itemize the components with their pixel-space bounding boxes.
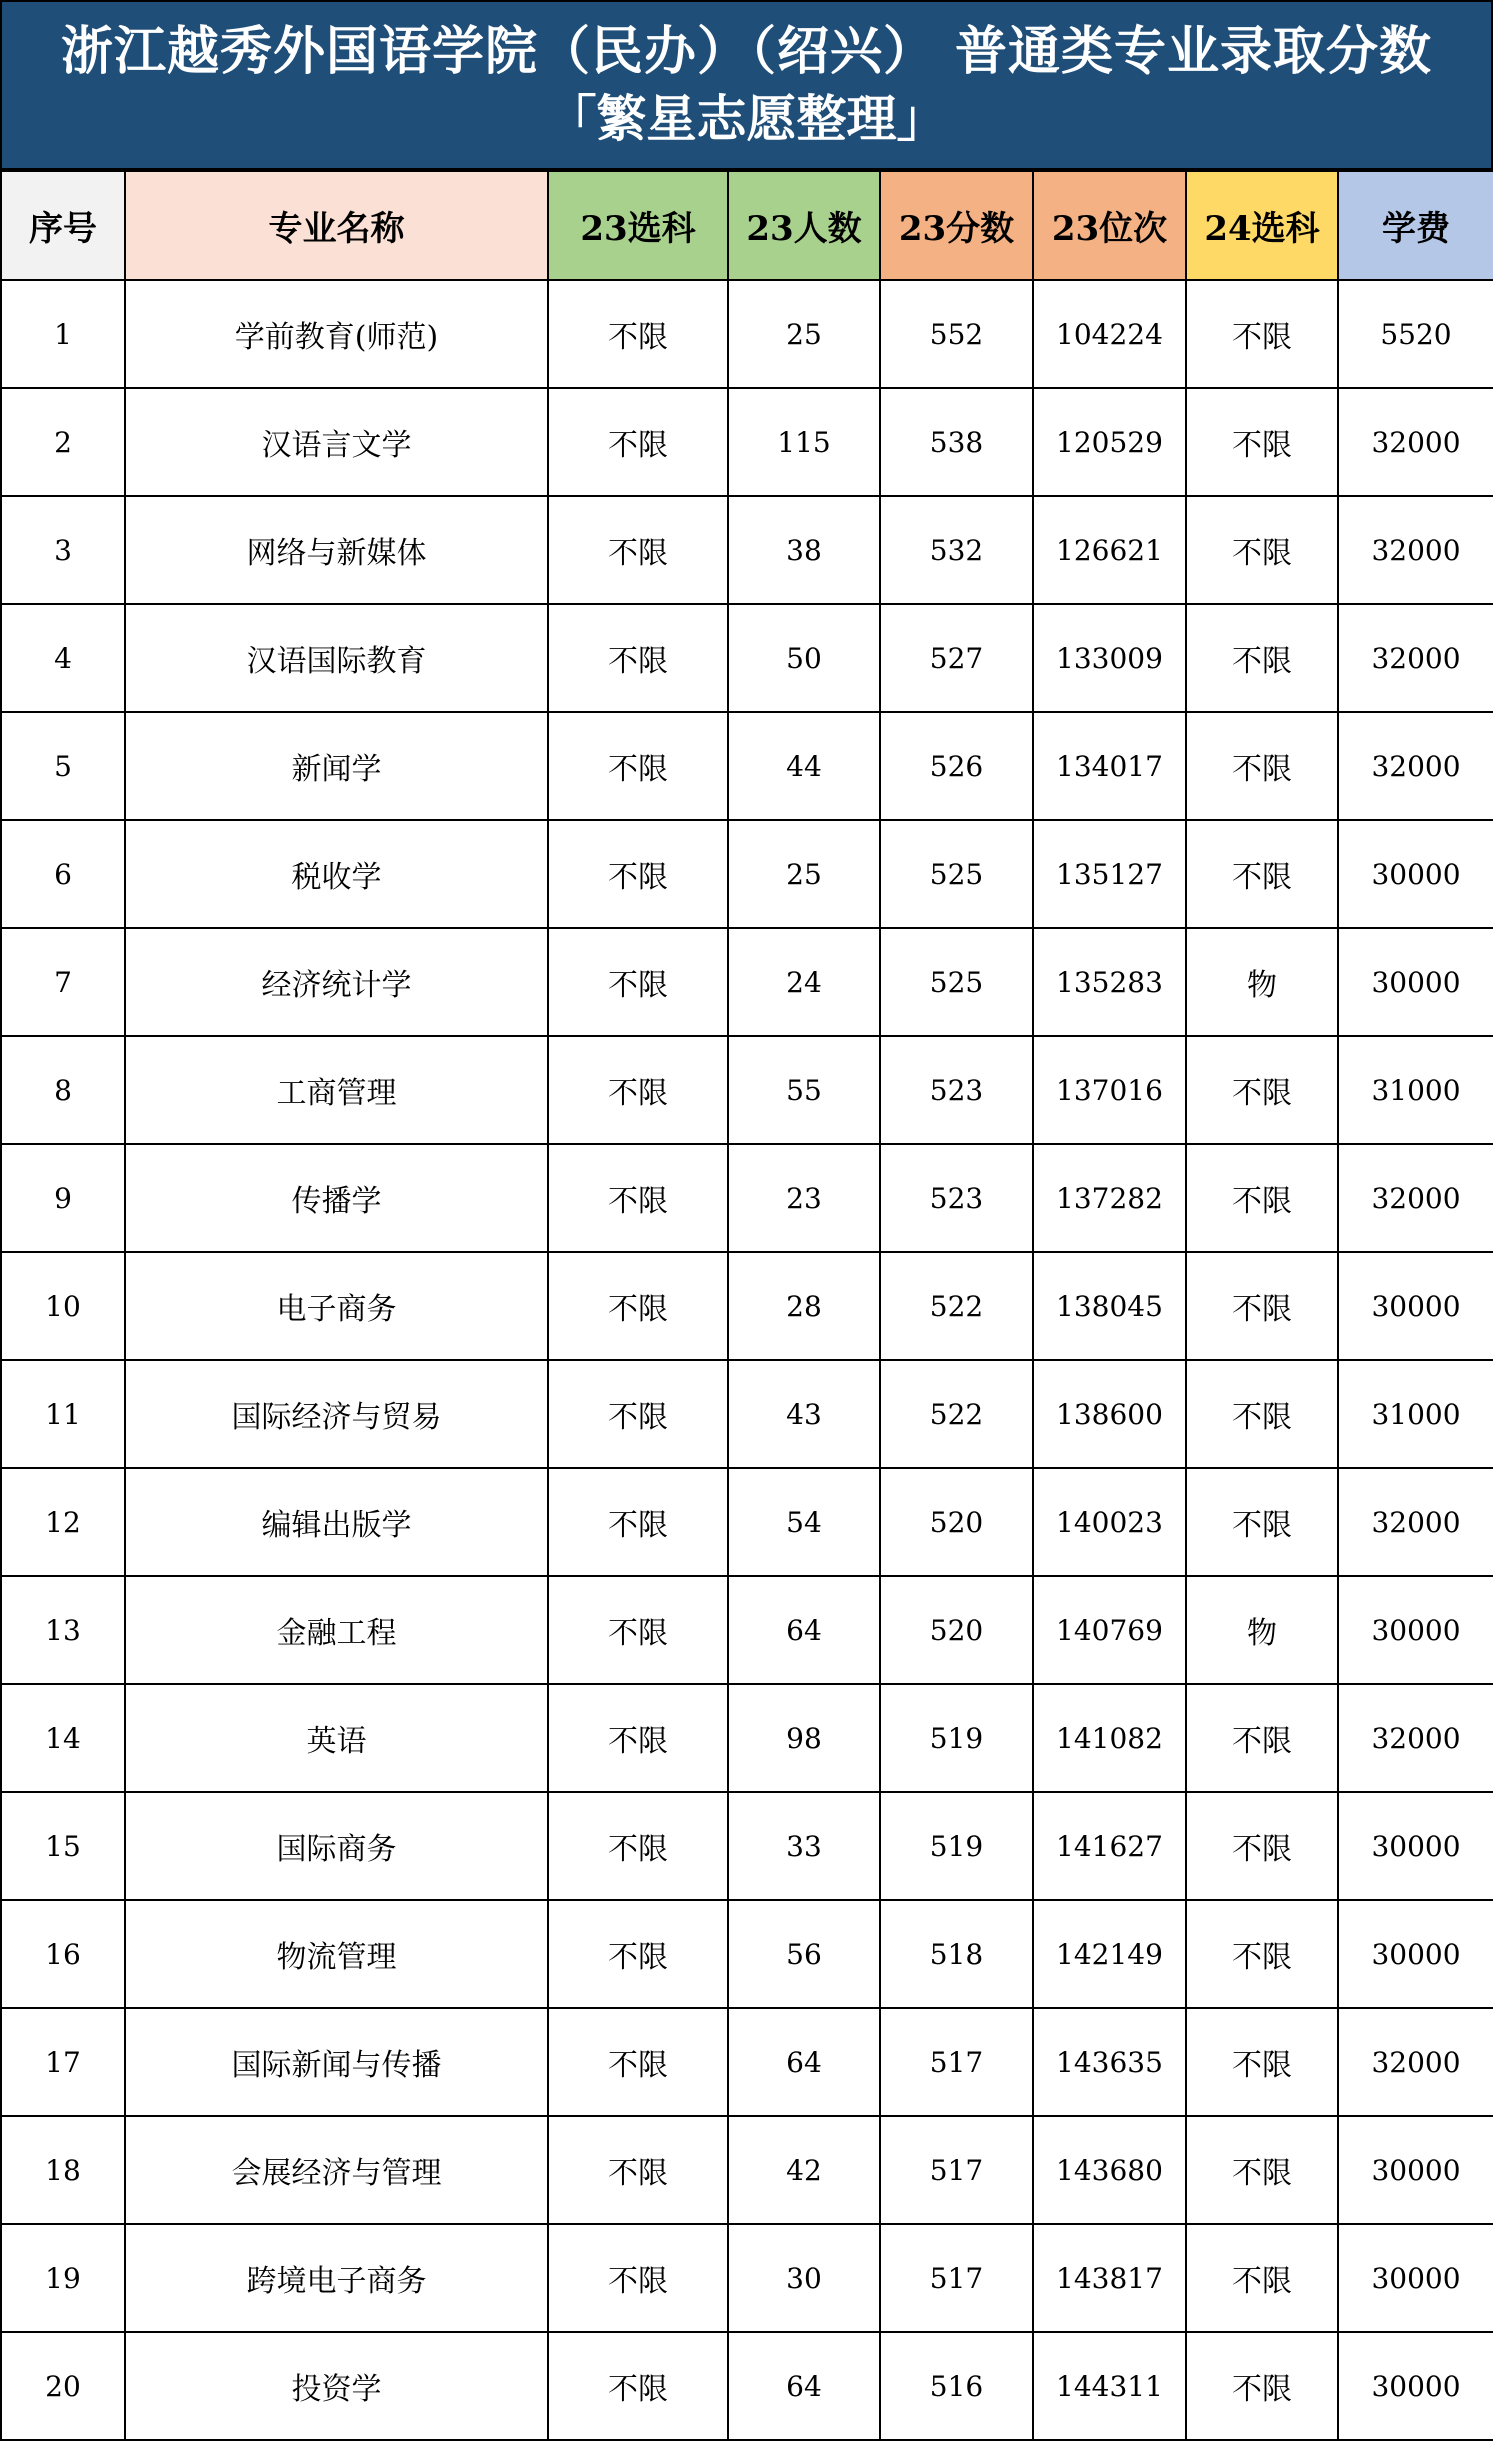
cell-24-subjects: 不限 [1186,1684,1338,1792]
cell-23-subjects: 不限 [548,1684,728,1792]
cell-tuition: 30000 [1338,2332,1493,2440]
cell-23-score: 517 [880,2116,1033,2224]
cell-major-name: 经济统计学 [125,928,548,1036]
cell-tuition: 30000 [1338,2116,1493,2224]
cell-23-subjects: 不限 [548,496,728,604]
cell-23-count: 30 [728,2224,880,2332]
cell-major-name: 汉语国际教育 [125,604,548,712]
cell-23-subjects: 不限 [548,2008,728,2116]
page-subtitle: 「繁星志愿整理」 [546,89,947,148]
cell-seq: 16 [1,1900,125,2008]
cell-seq: 11 [1,1360,125,1468]
cell-24-subjects: 不限 [1186,820,1338,928]
table-row [1,712,1493,820]
cell-23-subjects: 不限 [548,1360,728,1468]
cell-23-subjects: 不限 [548,2332,728,2440]
cell-23-score: 518 [880,1900,1033,2008]
cell-24-subjects: 不限 [1186,604,1338,712]
cell-tuition: 32000 [1338,1684,1493,1792]
cell-23-count: 28 [728,1252,880,1360]
cell-major-name: 金融工程 [125,1576,548,1684]
cell-tuition: 30000 [1338,2224,1493,2332]
cell-seq: 10 [1,1252,125,1360]
cell-23-subjects: 不限 [548,2116,728,2224]
cell-23-score: 520 [880,1576,1033,1684]
cell-23-subjects: 不限 [548,388,728,496]
cell-seq: 2 [1,388,125,496]
table-row [1,1576,1493,1684]
table-row [1,2008,1493,2116]
cell-24-subjects: 不限 [1186,2224,1338,2332]
cell-23-rank: 138045 [1033,1252,1186,1360]
cell-24-subjects: 物 [1186,928,1338,1036]
cell-major-name: 电子商务 [125,1252,548,1360]
cell-23-count: 25 [728,280,880,388]
cell-23-count: 55 [728,1036,880,1144]
cell-23-rank: 120529 [1033,388,1186,496]
cell-23-score: 523 [880,1036,1033,1144]
cell-23-score: 552 [880,280,1033,388]
page-header [0,0,1493,170]
cell-major-name: 物流管理 [125,1900,548,2008]
cell-23-rank: 137282 [1033,1144,1186,1252]
cell-24-subjects: 不限 [1186,2008,1338,2116]
cell-tuition: 32000 [1338,1144,1493,1252]
cell-23-rank: 133009 [1033,604,1186,712]
cell-23-count: 24 [728,928,880,1036]
cell-seq: 7 [1,928,125,1036]
cell-tuition: 31000 [1338,1360,1493,1468]
cell-seq: 19 [1,2224,125,2332]
cell-23-score: 519 [880,1684,1033,1792]
cell-seq: 12 [1,1468,125,1576]
cell-23-count: 43 [728,1360,880,1468]
cell-major-name: 学前教育(师范) [125,280,548,388]
cell-23-count: 54 [728,1468,880,1576]
cell-tuition: 32000 [1338,604,1493,712]
cell-24-subjects: 不限 [1186,496,1338,604]
cell-23-subjects: 不限 [548,1792,728,1900]
page-title: 浙江越秀外国语学院（民办）（绍兴） 普通类专业录取分数 [60,21,1433,82]
cell-23-score: 522 [880,1360,1033,1468]
cell-23-count: 115 [728,388,880,496]
cell-major-name: 会展经济与管理 [125,2116,548,2224]
admission-score-table [0,170,1493,2441]
cell-tuition: 30000 [1338,820,1493,928]
cell-23-subjects: 不限 [548,2224,728,2332]
cell-23-score: 517 [880,2224,1033,2332]
cell-major-name: 网络与新媒体 [125,496,548,604]
table-row [1,1144,1493,1252]
cell-23-subjects: 不限 [548,604,728,712]
cell-23-rank: 104224 [1033,280,1186,388]
cell-23-score: 517 [880,2008,1033,2116]
cell-23-score: 516 [880,2332,1033,2440]
cell-24-subjects: 不限 [1186,2332,1338,2440]
cell-23-subjects: 不限 [548,1252,728,1360]
cell-23-rank: 144311 [1033,2332,1186,2440]
table-row [1,2332,1493,2440]
header-seq: 序号 [1,171,125,280]
cell-24-subjects: 不限 [1186,2116,1338,2224]
cell-24-subjects: 不限 [1186,1360,1338,1468]
table-row [1,1036,1493,1144]
cell-24-subjects: 不限 [1186,388,1338,496]
cell-23-score: 525 [880,928,1033,1036]
cell-major-name: 新闻学 [125,712,548,820]
cell-23-rank: 141627 [1033,1792,1186,1900]
cell-major-name: 国际商务 [125,1792,548,1900]
cell-tuition: 32000 [1338,1468,1493,1576]
cell-tuition: 32000 [1338,2008,1493,2116]
cell-23-count: 98 [728,1684,880,1792]
cell-23-rank: 143635 [1033,2008,1186,2116]
cell-23-subjects: 不限 [548,1144,728,1252]
cell-seq: 1 [1,280,125,388]
header-23-rank: 23位次 [1033,171,1186,280]
table-row [1,388,1493,496]
cell-23-subjects: 不限 [548,820,728,928]
cell-23-rank: 134017 [1033,712,1186,820]
cell-24-subjects: 不限 [1186,1900,1338,2008]
cell-23-rank: 142149 [1033,1900,1186,2008]
cell-tuition: 30000 [1338,1252,1493,1360]
cell-seq: 18 [1,2116,125,2224]
cell-23-score: 522 [880,1252,1033,1360]
cell-tuition: 5520 [1338,280,1493,388]
cell-24-subjects: 不限 [1186,1144,1338,1252]
table-row [1,2224,1493,2332]
table-row [1,1792,1493,1900]
cell-23-count: 25 [728,820,880,928]
table-row [1,928,1493,1036]
cell-23-score: 520 [880,1468,1033,1576]
cell-major-name: 跨境电子商务 [125,2224,548,2332]
cell-23-score: 526 [880,712,1033,820]
cell-major-name: 汉语言文学 [125,388,548,496]
table-row [1,820,1493,928]
cell-23-rank: 135127 [1033,820,1186,928]
cell-seq: 6 [1,820,125,928]
table-row [1,1900,1493,2008]
cell-23-score: 519 [880,1792,1033,1900]
table-row [1,1360,1493,1468]
cell-seq: 14 [1,1684,125,1792]
cell-24-subjects: 不限 [1186,1792,1338,1900]
table-body [1,280,1493,2440]
cell-24-subjects: 不限 [1186,1036,1338,1144]
cell-23-rank: 140023 [1033,1468,1186,1576]
cell-23-subjects: 不限 [548,1036,728,1144]
cell-23-subjects: 不限 [548,1576,728,1684]
cell-23-subjects: 不限 [548,1900,728,2008]
cell-seq: 15 [1,1792,125,1900]
cell-seq: 13 [1,1576,125,1684]
cell-24-subjects: 不限 [1186,712,1338,820]
header-24-subjects: 24选科 [1186,171,1338,280]
cell-seq: 17 [1,2008,125,2116]
table-row [1,1468,1493,1576]
cell-tuition: 30000 [1338,928,1493,1036]
header-23-subjects: 23选科 [548,171,728,280]
cell-23-score: 532 [880,496,1033,604]
cell-major-name: 国际新闻与传播 [125,2008,548,2116]
cell-24-subjects: 不限 [1186,280,1338,388]
cell-seq: 3 [1,496,125,604]
cell-major-name: 投资学 [125,2332,548,2440]
cell-major-name: 国际经济与贸易 [125,1360,548,1468]
cell-seq: 5 [1,712,125,820]
cell-23-subjects: 不限 [548,928,728,1036]
cell-23-count: 38 [728,496,880,604]
cell-23-count: 33 [728,1792,880,1900]
cell-tuition: 31000 [1338,1036,1493,1144]
cell-23-rank: 138600 [1033,1360,1186,1468]
header-major-name: 专业名称 [125,171,548,280]
cell-seq: 9 [1,1144,125,1252]
header-23-score: 23分数 [880,171,1033,280]
cell-23-rank: 141082 [1033,1684,1186,1792]
cell-23-count: 23 [728,1144,880,1252]
cell-major-name: 工商管理 [125,1036,548,1144]
table-header-row [1,171,1493,280]
cell-tuition: 30000 [1338,1792,1493,1900]
cell-24-subjects: 物 [1186,1576,1338,1684]
header-tuition: 学费 [1338,171,1493,280]
cell-tuition: 32000 [1338,496,1493,604]
cell-23-subjects: 不限 [548,712,728,820]
cell-24-subjects: 不限 [1186,1252,1338,1360]
cell-23-score: 523 [880,1144,1033,1252]
cell-23-rank: 143680 [1033,2116,1186,2224]
cell-seq: 20 [1,2332,125,2440]
cell-23-rank: 137016 [1033,1036,1186,1144]
cell-23-count: 64 [728,2332,880,2440]
cell-seq: 4 [1,604,125,712]
cell-23-count: 42 [728,2116,880,2224]
cell-23-count: 64 [728,1576,880,1684]
table-row [1,2116,1493,2224]
cell-major-name: 税收学 [125,820,548,928]
cell-tuition: 30000 [1338,1576,1493,1684]
table-row [1,496,1493,604]
table-row [1,604,1493,712]
cell-23-count: 44 [728,712,880,820]
cell-major-name: 传播学 [125,1144,548,1252]
cell-23-score: 538 [880,388,1033,496]
cell-23-rank: 143817 [1033,2224,1186,2332]
cell-23-rank: 140769 [1033,1576,1186,1684]
cell-23-subjects: 不限 [548,1468,728,1576]
cell-major-name: 编辑出版学 [125,1468,548,1576]
cell-23-count: 56 [728,1900,880,2008]
cell-major-name: 英语 [125,1684,548,1792]
table-row [1,1252,1493,1360]
table-row [1,280,1493,388]
cell-seq: 8 [1,1036,125,1144]
cell-tuition: 32000 [1338,712,1493,820]
cell-23-rank: 135283 [1033,928,1186,1036]
header-23-count: 23人数 [728,171,880,280]
cell-23-score: 525 [880,820,1033,928]
table-row [1,1684,1493,1792]
cell-23-score: 527 [880,604,1033,712]
cell-23-count: 64 [728,2008,880,2116]
cell-tuition: 30000 [1338,1900,1493,2008]
cell-tuition: 32000 [1338,388,1493,496]
cell-23-count: 50 [728,604,880,712]
cell-23-rank: 126621 [1033,496,1186,604]
cell-24-subjects: 不限 [1186,1468,1338,1576]
cell-23-subjects: 不限 [548,280,728,388]
